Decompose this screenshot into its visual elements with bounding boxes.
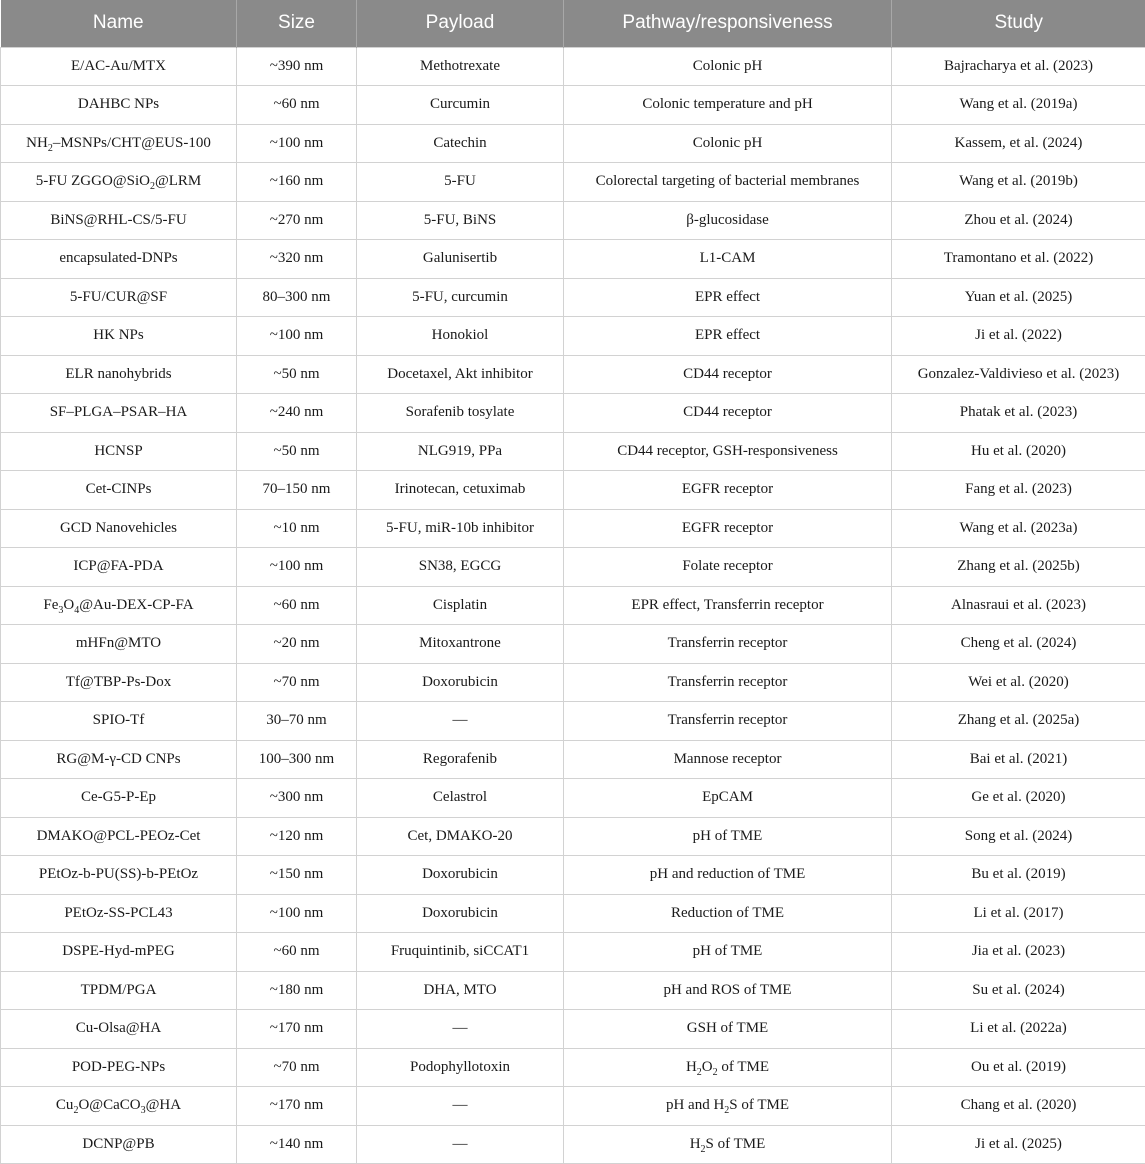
cell-size: 80–300 nm	[237, 278, 357, 317]
cell-name: RG@M-γ-CD CNPs	[1, 740, 237, 779]
cell-size: ~140 nm	[237, 1125, 357, 1164]
cell-name: HK NPs	[1, 317, 237, 356]
cell-size: ~170 nm	[237, 1087, 357, 1126]
cell-name: $NH_2-MSNPs/CHT@EUS-100$	[1, 124, 237, 163]
cell-payload: Docetaxel, Akt inhibitor	[357, 355, 564, 394]
cell-size: ~180 nm	[237, 971, 357, 1010]
cell-name: E/AC-Au/MTX	[1, 47, 237, 86]
cell-payload: Celastrol	[357, 779, 564, 818]
cell-study: Ge et al. (2020)	[892, 779, 1145, 818]
table-row	[1, 971, 1145, 1010]
table-row	[1, 586, 1145, 625]
cell-name: 5-FU ZGGO@SiO$_2$@LRM	[1, 163, 237, 202]
cell-payload: Honokiol	[357, 317, 564, 356]
cell-pathway: CD44 receptor	[564, 355, 892, 394]
cell-pathway: pH and $H_2S$ of TME	[564, 1087, 892, 1126]
cell-name: 5-FU/CUR@SF	[1, 278, 237, 317]
cell-pathway: pH and ROS of TME	[564, 971, 892, 1010]
cell-size: ~60 nm	[237, 933, 357, 972]
cell-size: ~240 nm	[237, 394, 357, 433]
cell-name: PEtOz-SS-PCL43	[1, 894, 237, 933]
cell-pathway: L1-CAM	[564, 240, 892, 279]
cell-size: ~100 nm	[237, 317, 357, 356]
cell-pathway: Transferrin receptor	[564, 663, 892, 702]
table-row	[1, 240, 1145, 279]
cell-payload: Doxorubicin	[357, 856, 564, 895]
cell-study: Zhou et al. (2024)	[892, 201, 1145, 240]
cell-name: HCNSP	[1, 432, 237, 471]
table-row	[1, 278, 1145, 317]
table-row	[1, 86, 1145, 125]
table-row	[1, 817, 1145, 856]
cell-payload: Catechin	[357, 124, 564, 163]
cell-study: Cheng et al. (2024)	[892, 625, 1145, 664]
table-row	[1, 1048, 1145, 1087]
cell-payload: Regorafenib	[357, 740, 564, 779]
cell-payload: Podophyllotoxin	[357, 1048, 564, 1087]
cell-pathway: Mannose receptor	[564, 740, 892, 779]
cell-pathway: Reduction of TME	[564, 894, 892, 933]
cell-size: ~320 nm	[237, 240, 357, 279]
cell-name: DSPE-Hyd-mPEG	[1, 933, 237, 972]
table-row	[1, 740, 1145, 779]
table-row	[1, 1087, 1145, 1126]
cell-payload: Methotrexate	[357, 47, 564, 86]
header-payload: Payload	[357, 0, 564, 47]
cell-pathway: EPR effect, Transferrin receptor	[564, 586, 892, 625]
cell-size: ~60 nm	[237, 86, 357, 125]
cell-name: SF–PLGA–PSAR–HA	[1, 394, 237, 433]
cell-payload: Doxorubicin	[357, 663, 564, 702]
table-row	[1, 317, 1145, 356]
cell-study: Ou et al. (2019)	[892, 1048, 1145, 1087]
cell-size: ~60 nm	[237, 586, 357, 625]
table-row	[1, 548, 1145, 587]
cell-study: Phatak et al. (2023)	[892, 394, 1145, 433]
cell-name: mHFn@MTO	[1, 625, 237, 664]
cell-size: ~270 nm	[237, 201, 357, 240]
cell-pathway: EPR effect	[564, 278, 892, 317]
table-row	[1, 1010, 1145, 1049]
table-row	[1, 47, 1145, 86]
header-size: Size	[237, 0, 357, 47]
header-name: Name	[1, 0, 237, 47]
cell-study: Hu et al. (2020)	[892, 432, 1145, 471]
cell-study: Kassem, et al. (2024)	[892, 124, 1145, 163]
cell-name: TPDM/PGA	[1, 971, 237, 1010]
header-pathway: Pathway/responsiveness	[564, 0, 892, 47]
cell-size: 30–70 nm	[237, 702, 357, 741]
cell-size: ~100 nm	[237, 548, 357, 587]
cell-study: Jia et al. (2023)	[892, 933, 1145, 972]
cell-study: Wang et al. (2023a)	[892, 509, 1145, 548]
cell-pathway: Colorectal targeting of bacterial membranes	[564, 163, 892, 202]
cell-name: DAHBC NPs	[1, 86, 237, 125]
cell-pathway: Transferrin receptor	[564, 625, 892, 664]
cell-name: Cet-CINPs	[1, 471, 237, 510]
cell-study: Song et al. (2024)	[892, 817, 1145, 856]
cell-pathway: pH of TME	[564, 817, 892, 856]
cell-size: ~20 nm	[237, 625, 357, 664]
cell-payload: DHA, MTO	[357, 971, 564, 1010]
table-row	[1, 201, 1145, 240]
cell-size: ~160 nm	[237, 163, 357, 202]
cell-payload: Cisplatin	[357, 586, 564, 625]
table-row	[1, 355, 1145, 394]
cell-payload: Doxorubicin	[357, 894, 564, 933]
cell-study: Li et al. (2022a)	[892, 1010, 1145, 1049]
table-row	[1, 471, 1145, 510]
cell-pathway: CD44 receptor	[564, 394, 892, 433]
cell-name: GCD Nanovehicles	[1, 509, 237, 548]
cell-size: 100–300 nm	[237, 740, 357, 779]
cell-study: Zhang et al. (2025a)	[892, 702, 1145, 741]
cell-size: ~70 nm	[237, 663, 357, 702]
cell-size: ~10 nm	[237, 509, 357, 548]
cell-size: ~390 nm	[237, 47, 357, 86]
cell-size: ~50 nm	[237, 432, 357, 471]
cell-study: Wang et al. (2019a)	[892, 86, 1145, 125]
table-row	[1, 625, 1145, 664]
cell-study: Wang et al. (2019b)	[892, 163, 1145, 202]
table-row	[1, 702, 1145, 741]
table-row	[1, 124, 1145, 163]
cell-payload: 5-FU, miR-10b inhibitor	[357, 509, 564, 548]
cell-pathway: EpCAM	[564, 779, 892, 818]
cell-study: Zhang et al. (2025b)	[892, 548, 1145, 587]
cell-payload: Mitoxantrone	[357, 625, 564, 664]
cell-pathway: pH and reduction of TME	[564, 856, 892, 895]
cell-payload: —	[357, 1087, 564, 1126]
cell-pathway: Transferrin receptor	[564, 702, 892, 741]
cell-payload: SN38, EGCG	[357, 548, 564, 587]
table-row	[1, 163, 1145, 202]
cell-pathway: $H_2S$ of TME	[564, 1125, 892, 1164]
table-row	[1, 394, 1145, 433]
cell-name: $Fe_3O_4@Au-DEX-CP-FA$	[1, 586, 237, 625]
table-row	[1, 933, 1145, 972]
table-row	[1, 509, 1145, 548]
cell-study: Bajracharya et al. (2023)	[892, 47, 1145, 86]
cell-size: ~70 nm	[237, 1048, 357, 1087]
cell-pathway: CD44 receptor, GSH-responsiveness	[564, 432, 892, 471]
cell-payload: NLG919, PPa	[357, 432, 564, 471]
cell-pathway: EGFR receptor	[564, 471, 892, 510]
cell-name: Tf@TBP-Ps-Dox	[1, 663, 237, 702]
cell-pathway: pH of TME	[564, 933, 892, 972]
cell-pathway: β-glucosidase	[564, 201, 892, 240]
cell-pathway: Folate receptor	[564, 548, 892, 587]
cell-size: ~100 nm	[237, 894, 357, 933]
cell-study: Chang et al. (2020)	[892, 1087, 1145, 1126]
cell-study: Gonzalez-Valdivieso et al. (2023)	[892, 355, 1145, 394]
cell-payload: Cet, DMAKO-20	[357, 817, 564, 856]
header-study: Study	[892, 0, 1145, 47]
table-body	[1, 47, 1145, 1164]
cell-study: Ji et al. (2022)	[892, 317, 1145, 356]
table-header	[1, 0, 1145, 47]
cell-payload: 5-FU, curcumin	[357, 278, 564, 317]
header-row	[1, 0, 1145, 47]
cell-size: ~120 nm	[237, 817, 357, 856]
cell-size: ~100 nm	[237, 124, 357, 163]
cell-payload: —	[357, 1010, 564, 1049]
cell-pathway: Colonic pH	[564, 47, 892, 86]
table-row	[1, 1125, 1145, 1164]
cell-size: ~300 nm	[237, 779, 357, 818]
cell-name: PEtOz-b-PU(SS)-b-PEtOz	[1, 856, 237, 895]
table-row	[1, 894, 1145, 933]
cell-pathway: Colonic temperature and pH	[564, 86, 892, 125]
cell-payload: Galunisertib	[357, 240, 564, 279]
table-row	[1, 663, 1145, 702]
cell-name: ELR nanohybrids	[1, 355, 237, 394]
cell-name: DMAKO@PCL-PEOz-Cet	[1, 817, 237, 856]
cell-name: BiNS@RHL-CS/5-FU	[1, 201, 237, 240]
cell-name: DCNP@PB	[1, 1125, 237, 1164]
cell-payload: 5-FU, BiNS	[357, 201, 564, 240]
cell-study: Alnasraui et al. (2023)	[892, 586, 1145, 625]
cell-pathway: $H_2O_2$ of TME	[564, 1048, 892, 1087]
cell-size: 70–150 nm	[237, 471, 357, 510]
cell-size: ~150 nm	[237, 856, 357, 895]
cell-study: Bu et al. (2019)	[892, 856, 1145, 895]
cell-size: ~50 nm	[237, 355, 357, 394]
cell-payload: Irinotecan, cetuximab	[357, 471, 564, 510]
cell-name: Ce-G5-P-Ep	[1, 779, 237, 818]
table-row	[1, 432, 1145, 471]
cell-payload: Sorafenib tosylate	[357, 394, 564, 433]
cell-size: ~170 nm	[237, 1010, 357, 1049]
cell-name: encapsulated-DNPs	[1, 240, 237, 279]
cell-study: Bai et al. (2021)	[892, 740, 1145, 779]
cell-pathway: EPR effect	[564, 317, 892, 356]
table-row	[1, 856, 1145, 895]
cell-study: Li et al. (2017)	[892, 894, 1145, 933]
cell-name: Cu-Olsa@HA	[1, 1010, 237, 1049]
cell-study: Fang et al. (2023)	[892, 471, 1145, 510]
table-row	[1, 779, 1145, 818]
cell-study: Tramontano et al. (2022)	[892, 240, 1145, 279]
cell-payload: —	[357, 702, 564, 741]
cell-payload: Curcumin	[357, 86, 564, 125]
cell-pathway: EGFR receptor	[564, 509, 892, 548]
cell-payload: 5-FU	[357, 163, 564, 202]
cell-name: SPIO-Tf	[1, 702, 237, 741]
cell-study: Wei et al. (2020)	[892, 663, 1145, 702]
cell-pathway: GSH of TME	[564, 1010, 892, 1049]
cell-pathway: Colonic pH	[564, 124, 892, 163]
cell-name: $Cu_2O@CaCO_3@HA$	[1, 1087, 237, 1126]
cell-name: ICP@FA-PDA	[1, 548, 237, 587]
cell-study: Yuan et al. (2025)	[892, 278, 1145, 317]
cell-name: POD-PEG-NPs	[1, 1048, 237, 1087]
cell-payload: Fruquintinib, siCCAT1	[357, 933, 564, 972]
cell-payload: —	[357, 1125, 564, 1164]
cell-study: Ji et al. (2025)	[892, 1125, 1145, 1164]
cell-study: Su et al. (2024)	[892, 971, 1145, 1010]
